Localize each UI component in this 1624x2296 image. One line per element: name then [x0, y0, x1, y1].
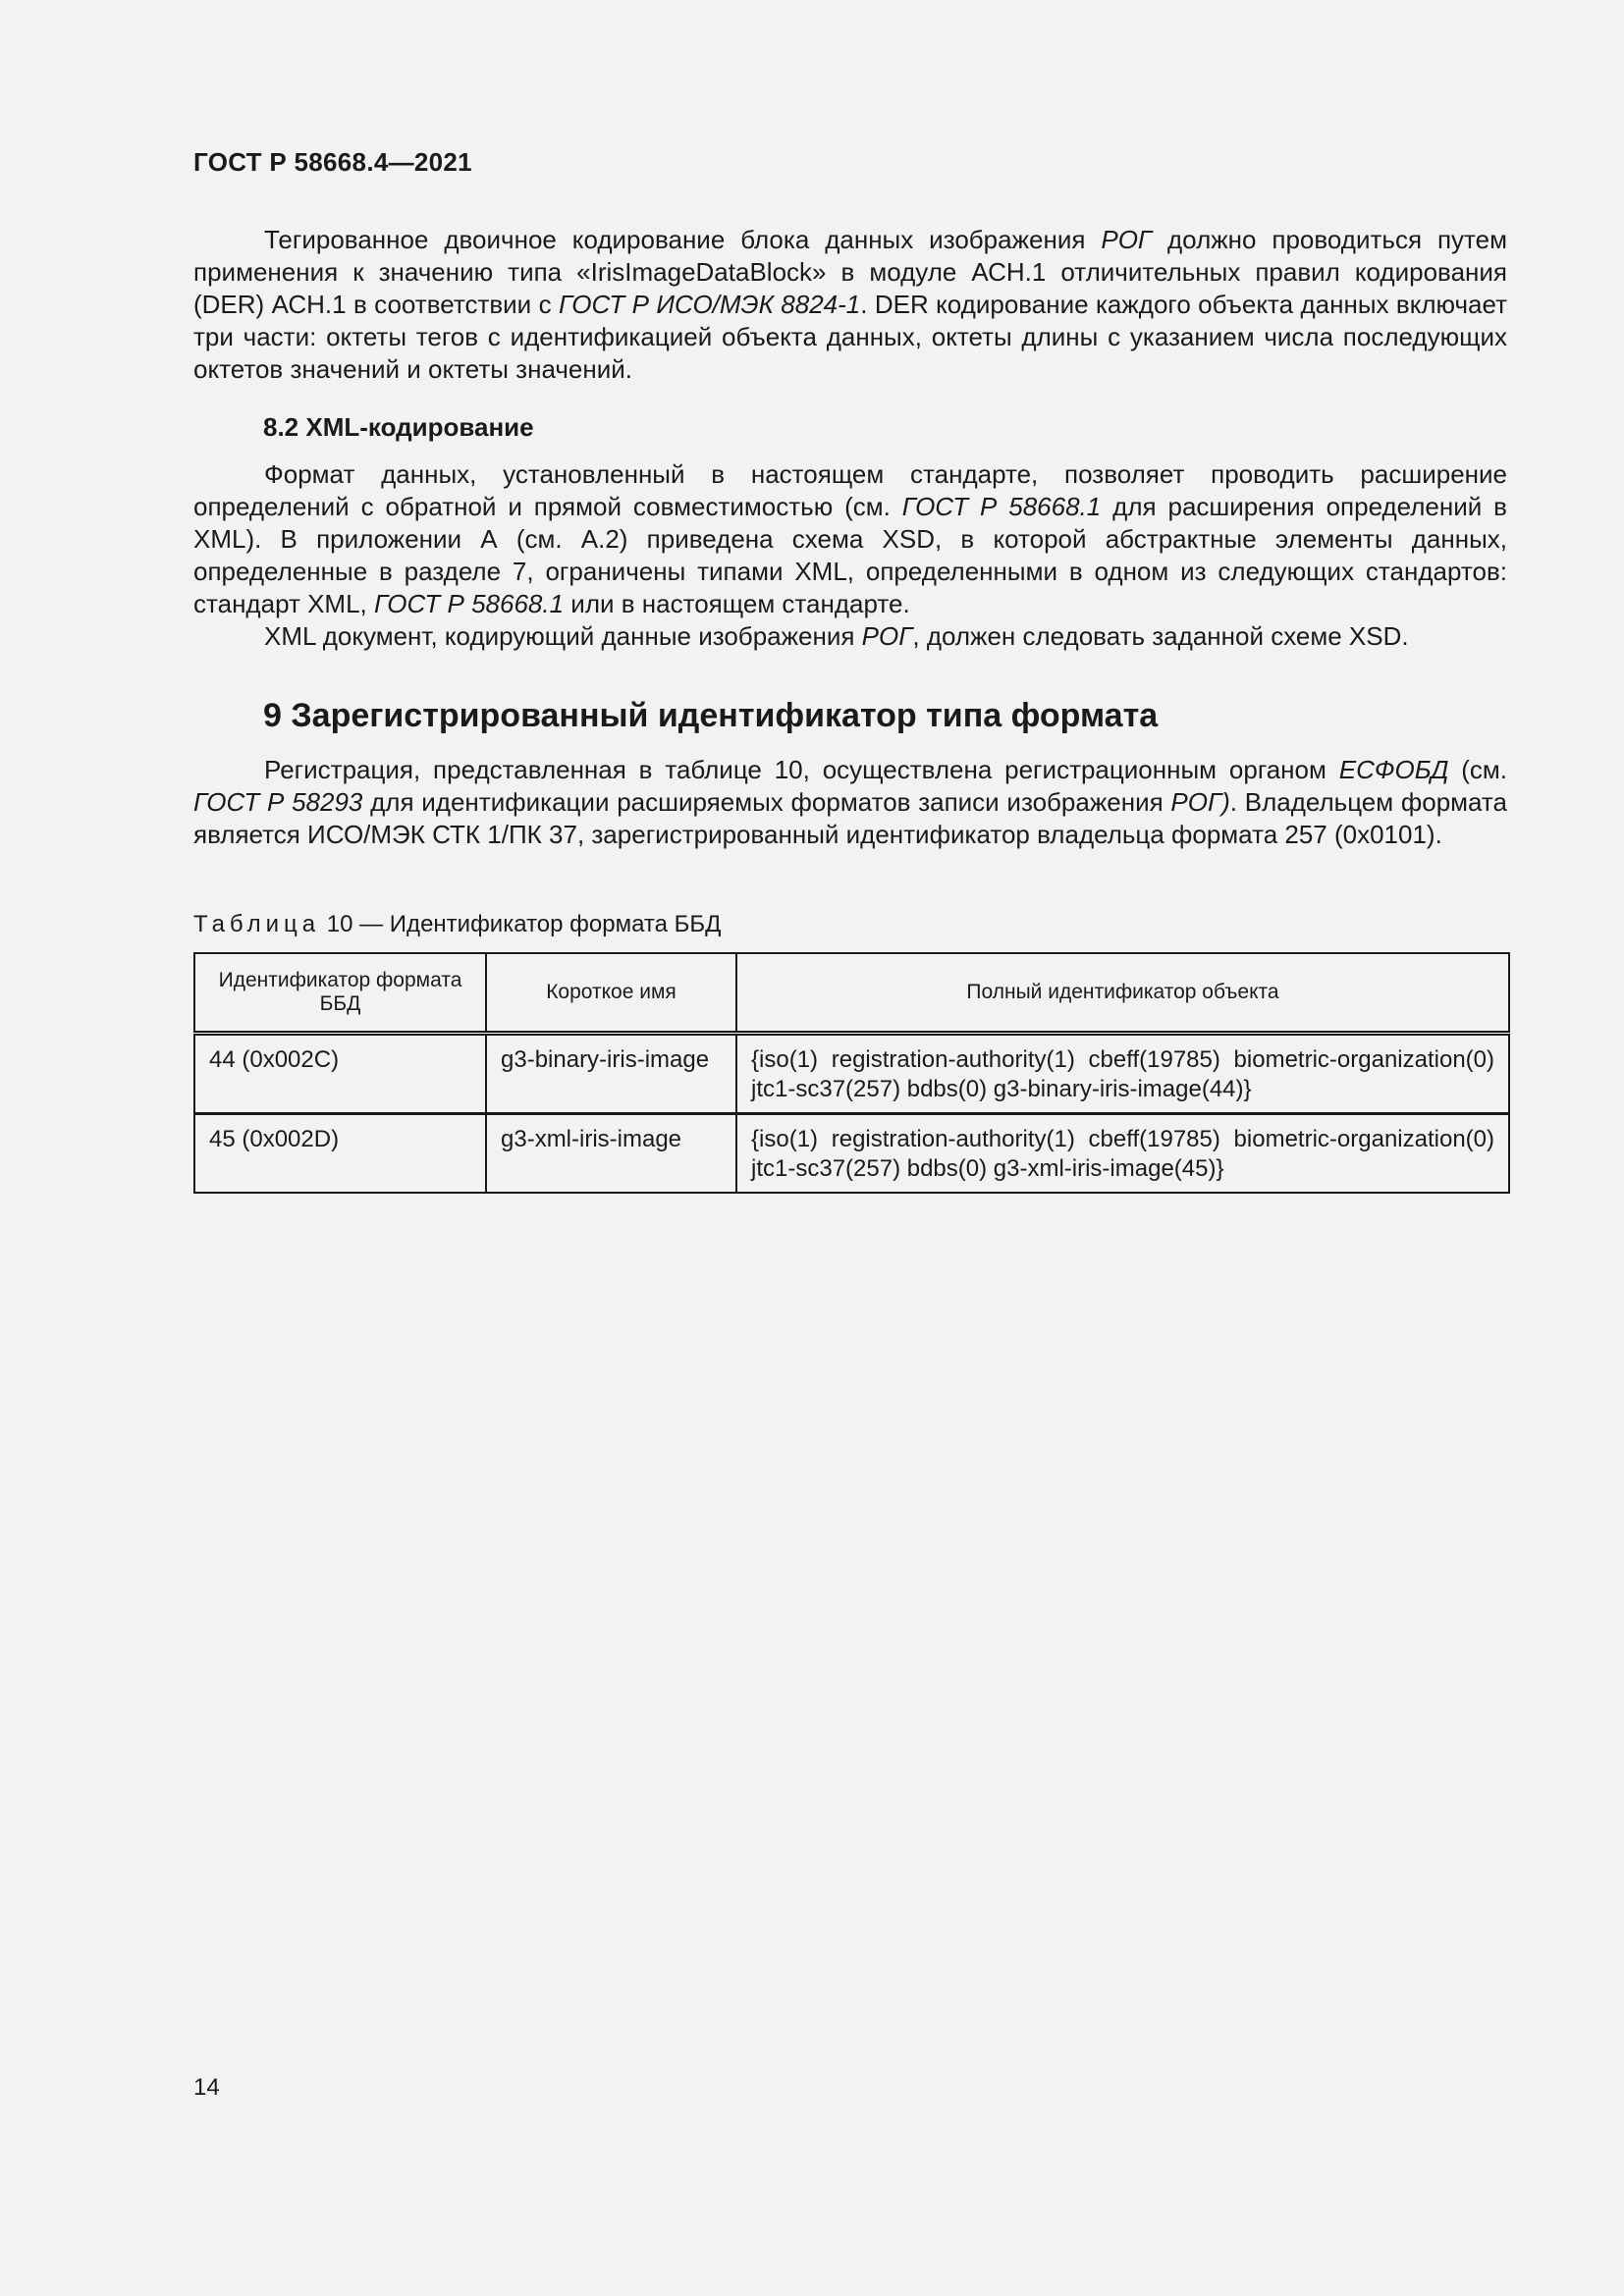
table-caption-text: 10 — Идентификатор формата ББД [320, 911, 722, 937]
subsection-heading: 8.2 XML-кодирование [263, 412, 534, 442]
cell-format-id: 44 (0x002C) [194, 1034, 486, 1114]
text-run: для расширения определений в XML). В приложении А (см. А.2) приведена схема XSD, в которой абстрактные элементы данных, определенные в разделе 7, ограничены типами XML, определенными в одном из следующих стандартов: стандарт XML, [193, 492, 1507, 618]
text-run: должно проводиться путем применения к значению типа «IrisImageDataBlock» в модуле АСН.1 отличительных правил кодирования (DER) АСН.1 в соответствии с [193, 225, 1507, 319]
paragraph-text [193, 224, 1507, 386]
reference-text: ГОСТ Р 58668.1 [374, 589, 565, 618]
column-header-short-name: Короткое имя [486, 953, 736, 1034]
text-run: , должен следовать заданной схеме XSD. [912, 621, 1409, 651]
text-run: . DER кодирование каждого объекта данных включает три части: октеты тегов с идентификацией объекта данных, октеты длины с указанием числа последующих октетов значений и октеты значений. [193, 290, 1507, 384]
paragraph-xml-encoding [193, 458, 1507, 653]
page-number: 14 [193, 2074, 220, 2101]
format-identifier-table [193, 952, 1510, 1194]
table-row [194, 1114, 1509, 1194]
column-header-format-id: Идентификатор формата ББД [194, 953, 486, 1034]
text-run: Регистрация, представленная в таблице 10, осуществлена регистрационным органом [264, 755, 1339, 784]
text-run: Формат данных, установленный в настоящем стандарте, позволяет проводить расширение определений с обратной и прямой совместимостью (см. [193, 459, 1507, 521]
column-header-full-oid: Полный идентификатор объекта [736, 953, 1509, 1034]
cell-short-name: g3-xml-iris-image [486, 1114, 736, 1194]
page-header-doc-id: ГОСТ Р 58668.4—2021 [193, 147, 472, 177]
cell-full-oid: {iso(1) registration-authority(1) cbeff(19785) biometric-organization(0) jtc1-sc37(257) bdbs(0) g3-binary-iris-image(44)} [736, 1034, 1509, 1114]
paragraph-der-encoding [193, 224, 1507, 386]
paragraph-text [193, 754, 1507, 851]
paragraph-registration [193, 754, 1507, 851]
text-run: Тегированное двоичное кодирование блока данных изображения [264, 225, 1102, 254]
section-heading: 9 Зарегистрированный идентификатор типа формата [263, 697, 1159, 734]
text-run: . Владельцем формата является ИСО/МЭК СТК 1/ПК 37, зарегистрированный идентификатор владельца формата 257 (0x0101). [193, 787, 1508, 849]
reference-text: РОГ [1101, 225, 1153, 254]
text-run: или в настоящем стандарте. [564, 589, 910, 618]
table-caption [193, 911, 721, 938]
table-caption-word: Таблица [193, 911, 321, 937]
cell-short-name: g3-binary-iris-image [486, 1034, 736, 1114]
text-run: (см. [1448, 755, 1508, 784]
paragraph-text [193, 620, 1507, 653]
text-run: XML документ, кодирующий данные изображения [264, 621, 862, 651]
paragraph-text [193, 458, 1507, 620]
reference-text: ГОСТ Р ИСО/МЭК 8824-1 [558, 290, 861, 319]
text-run: для идентификации расширяемых форматов записи изображения [362, 787, 1171, 817]
reference-text: ЕСФОБД [1338, 755, 1449, 784]
table-header-row [194, 953, 1509, 1034]
cell-format-id: 45 (0x002D) [194, 1114, 486, 1194]
reference-text: ГОСТ Р 58668.1 [901, 492, 1102, 521]
reference-text: ГОСТ Р 58293 [193, 787, 363, 817]
reference-text: РОГ [861, 621, 913, 651]
table-row [194, 1034, 1509, 1114]
cell-full-oid: {iso(1) registration-authority(1) cbeff(19785) biometric-organization(0) jtc1-sc37(257) bdbs(0) g3-xml-iris-image(45)} [736, 1114, 1509, 1194]
reference-text: РОГ) [1170, 787, 1230, 817]
